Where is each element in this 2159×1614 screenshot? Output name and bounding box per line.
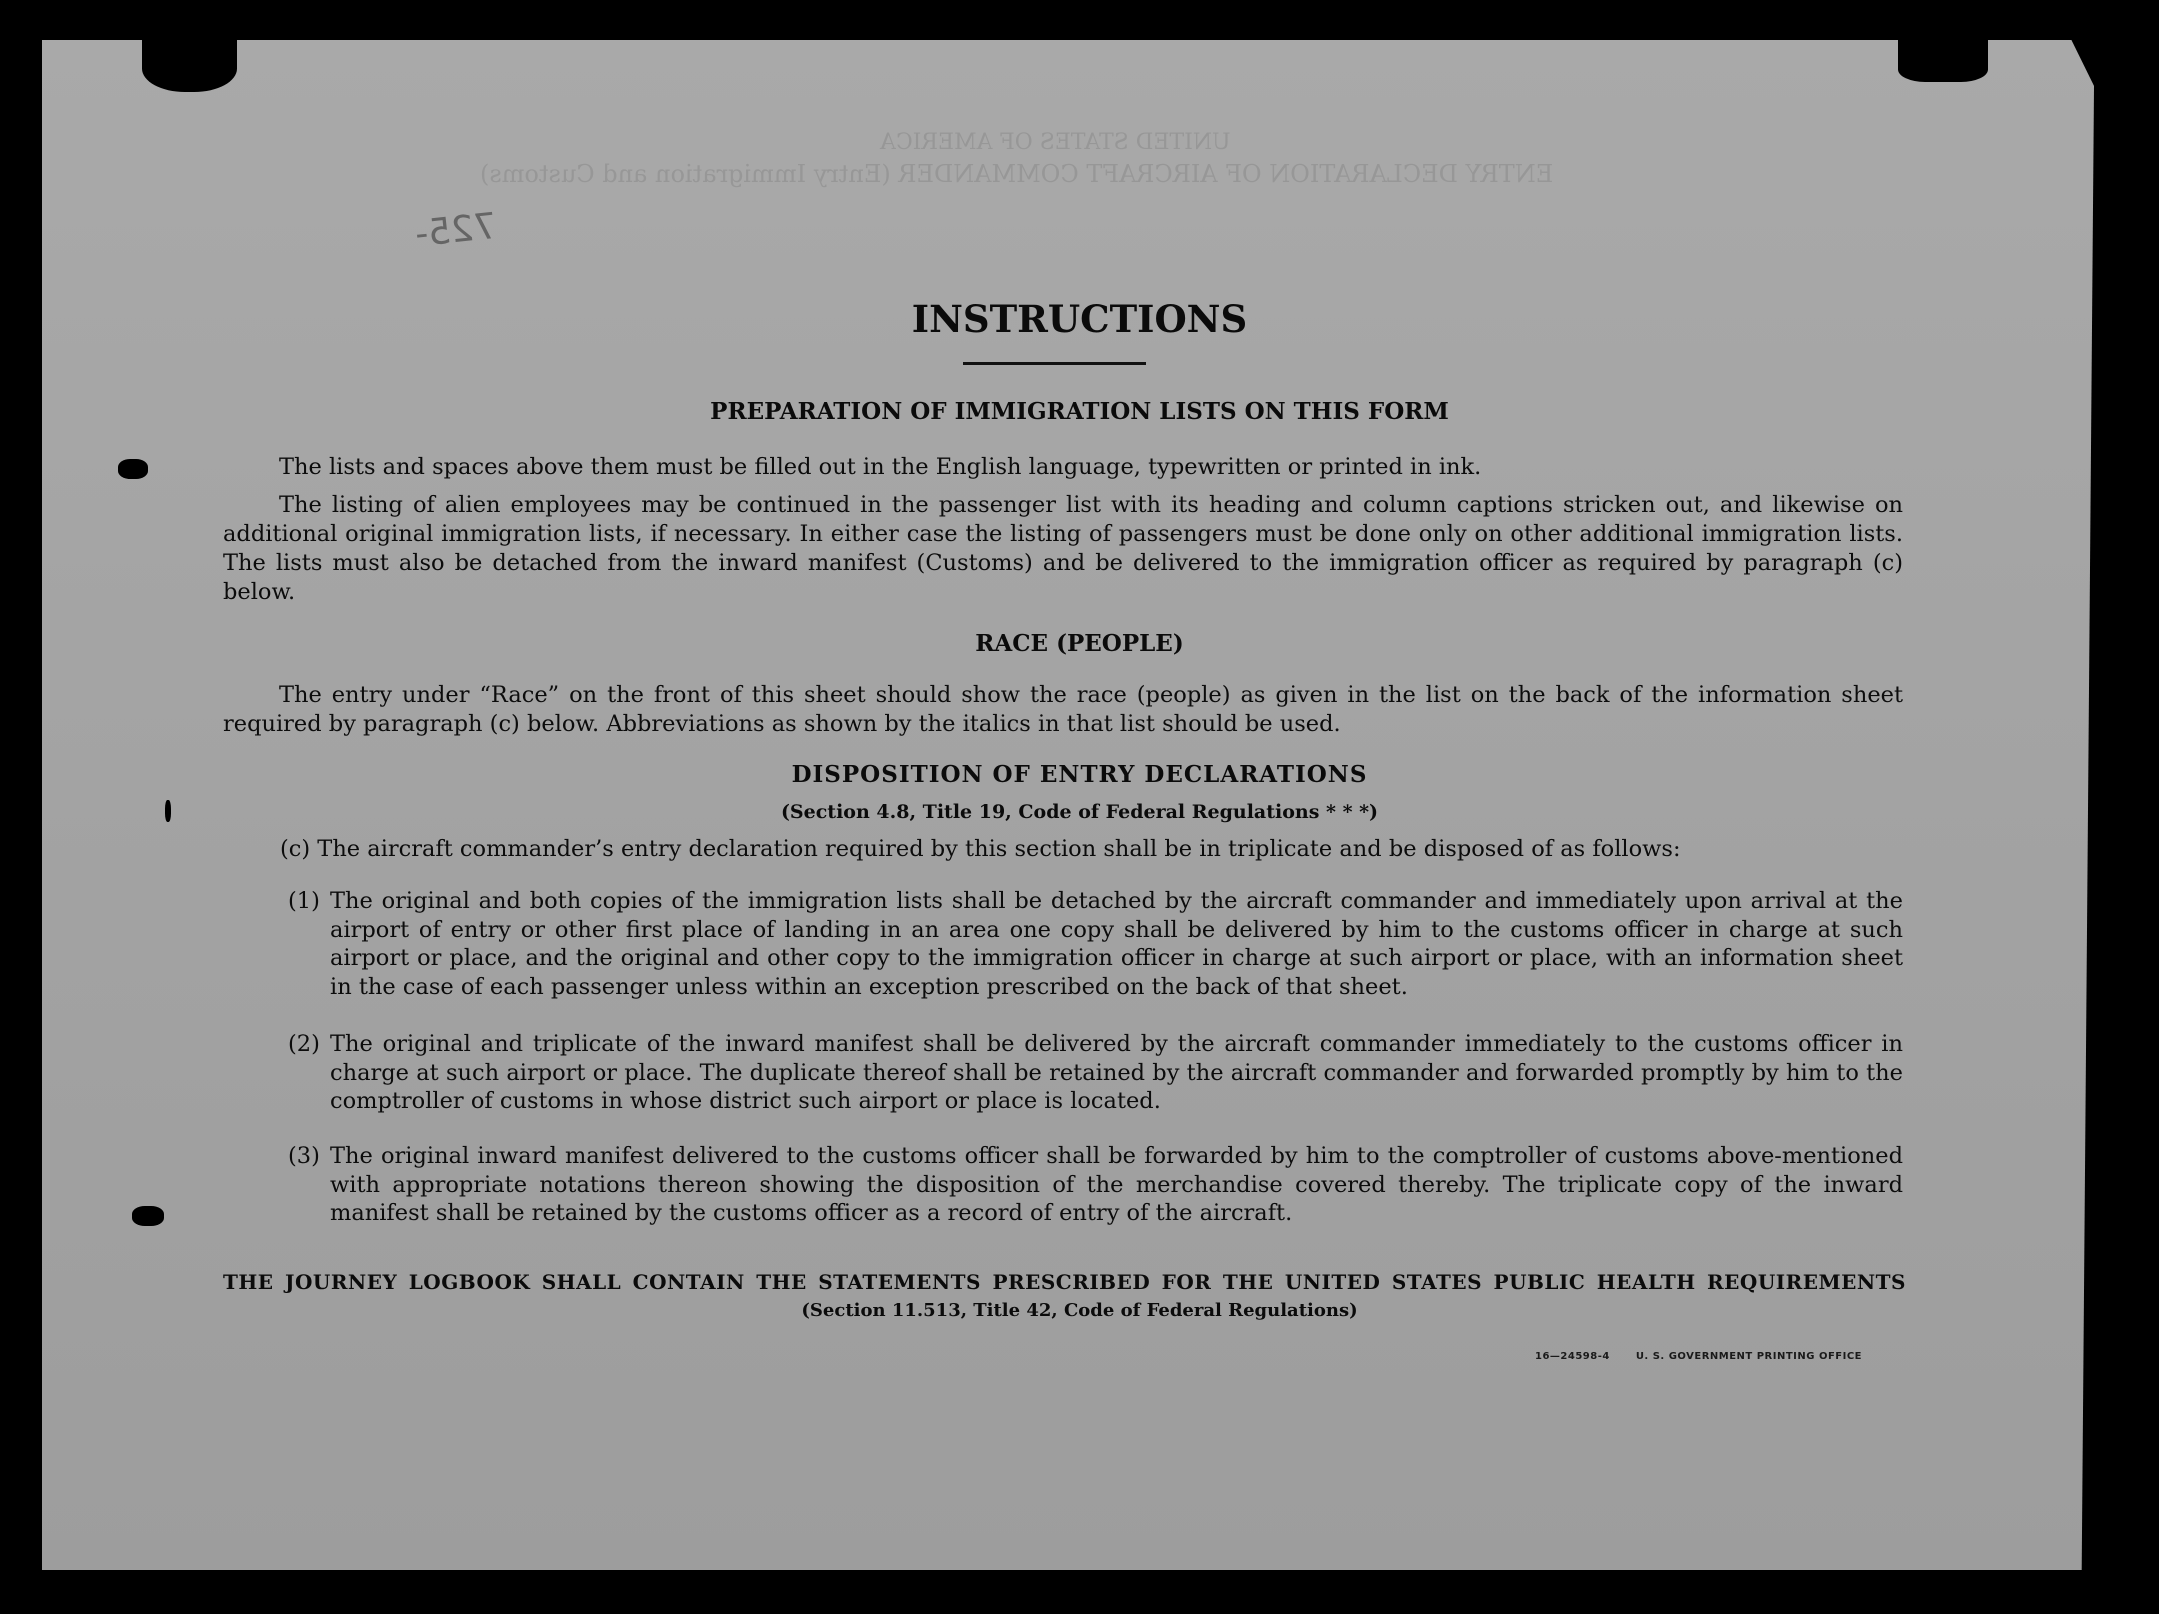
paragraph-english-language: The lists and spaces above them must be filled out in the English language, typewritten or printed in ink. xyxy=(279,454,1482,480)
section-heading-preparation: PREPARATION OF IMMIGRATION LISTS ON THIS FORM xyxy=(710,398,1449,425)
printer-imprint xyxy=(1535,1351,1884,1362)
bleed-through-line-1: UNITED STATES OF AMERICA xyxy=(880,130,1231,155)
list-item-2 xyxy=(288,1030,1903,1116)
paragraph-alien-employees: The listing of alien employees may be continued in the passenger list with its heading and column captions stricken out, and likewise on additional original immigration lists, if necessary. In either case the listing of passengers must be done only on other additional immigration lists. The lists must also be detached from the inward manifest (Customs) and be delivered to the immigration officer as required by paragraph (c) below. xyxy=(223,492,1903,605)
punch-hole-top-right xyxy=(1898,40,1988,82)
list-item-1 xyxy=(288,887,1903,1001)
list-item-text: The original and both copies of the immigration lists shall be detached by the aircraft commander and immediately upon arrival at the airport of entry or other first place of landing in an area one copy shall be delivered by him to the customs officer in charge at such airport or place, and the original and other copy to the immigration officer in charge at such airport or place, with an information sheet in the case of each passenger unless within an exception prescribed on the back of that sheet. xyxy=(330,888,1903,1000)
list-item-text: The original inward manifest delivered to the customs officer shall be forwarded by him to the comptroller of customs above-mentioned with appropriate notations thereon showing the disposition of the merchandise covered thereby. The triplicate copy of the inward manifest shall be retained by the customs officer as a record of entry of the aircraft. xyxy=(330,1143,1903,1226)
bleed-through-line-2: ENTRY DECLARATION OF AIRCRAFT COMMANDER (Entry Immigration and Customs) xyxy=(480,160,1554,188)
punch-hole-top-left xyxy=(142,40,237,92)
printer-name: U. S. GOVERNMENT PRINTING OFFICE xyxy=(1635,1351,1863,1362)
footer-regulation-citation: (Section 11.513, Title 42, Code of Federal Regulations) xyxy=(801,1300,1358,1321)
list-item-3 xyxy=(288,1142,1903,1228)
section-subheading-regulation: (Section 4.8, Title 19, Code of Federal Regulations * * *) xyxy=(780,801,1379,823)
margin-mark-2 xyxy=(132,1206,164,1226)
section-heading-race: RACE (PEOPLE) xyxy=(975,630,1184,657)
paragraph-disposition-intro: (c) The aircraft commander’s entry declaration required by this section shall be in triplicate and be disposed of as follows: xyxy=(280,836,1681,862)
title-underline xyxy=(963,362,1146,365)
handwritten-note: 725- xyxy=(413,205,499,256)
paragraph-race-entry: The entry under “Race” on the front of this sheet should show the race (people) as given in the list on the back of the information sheet required by paragraph (c) below. Abbreviations as shown by the italics in that list should be used. xyxy=(223,682,1903,737)
list-item-number: (3) xyxy=(288,1143,320,1169)
list-item-number: (2) xyxy=(288,1031,320,1057)
footer-health-requirements: THE JOURNEY LOGBOOK SHALL CONTAIN THE STATEMENTS PRESCRIBED FOR THE UNITED STATES PUBLIC HEALTH REQUIREMENTS xyxy=(223,1270,1906,1294)
list-item-text: The original and triplicate of the inward manifest shall be delivered by the aircraft commander immediately to the customs officer in charge at such airport or place. The duplicate thereof shall be retained by the aircraft commander and forwarded promptly by him to the comptroller of customs in whose district such airport or place is located. xyxy=(330,1031,1903,1114)
list-item-number: (1) xyxy=(288,888,320,914)
form-number: 16—24598-4 xyxy=(1535,1351,1610,1362)
section-heading-disposition: DISPOSITION OF ENTRY DECLARATIONS xyxy=(791,761,1368,788)
page-title: INSTRUCTIONS xyxy=(911,297,1248,341)
margin-mark-1 xyxy=(118,459,148,479)
